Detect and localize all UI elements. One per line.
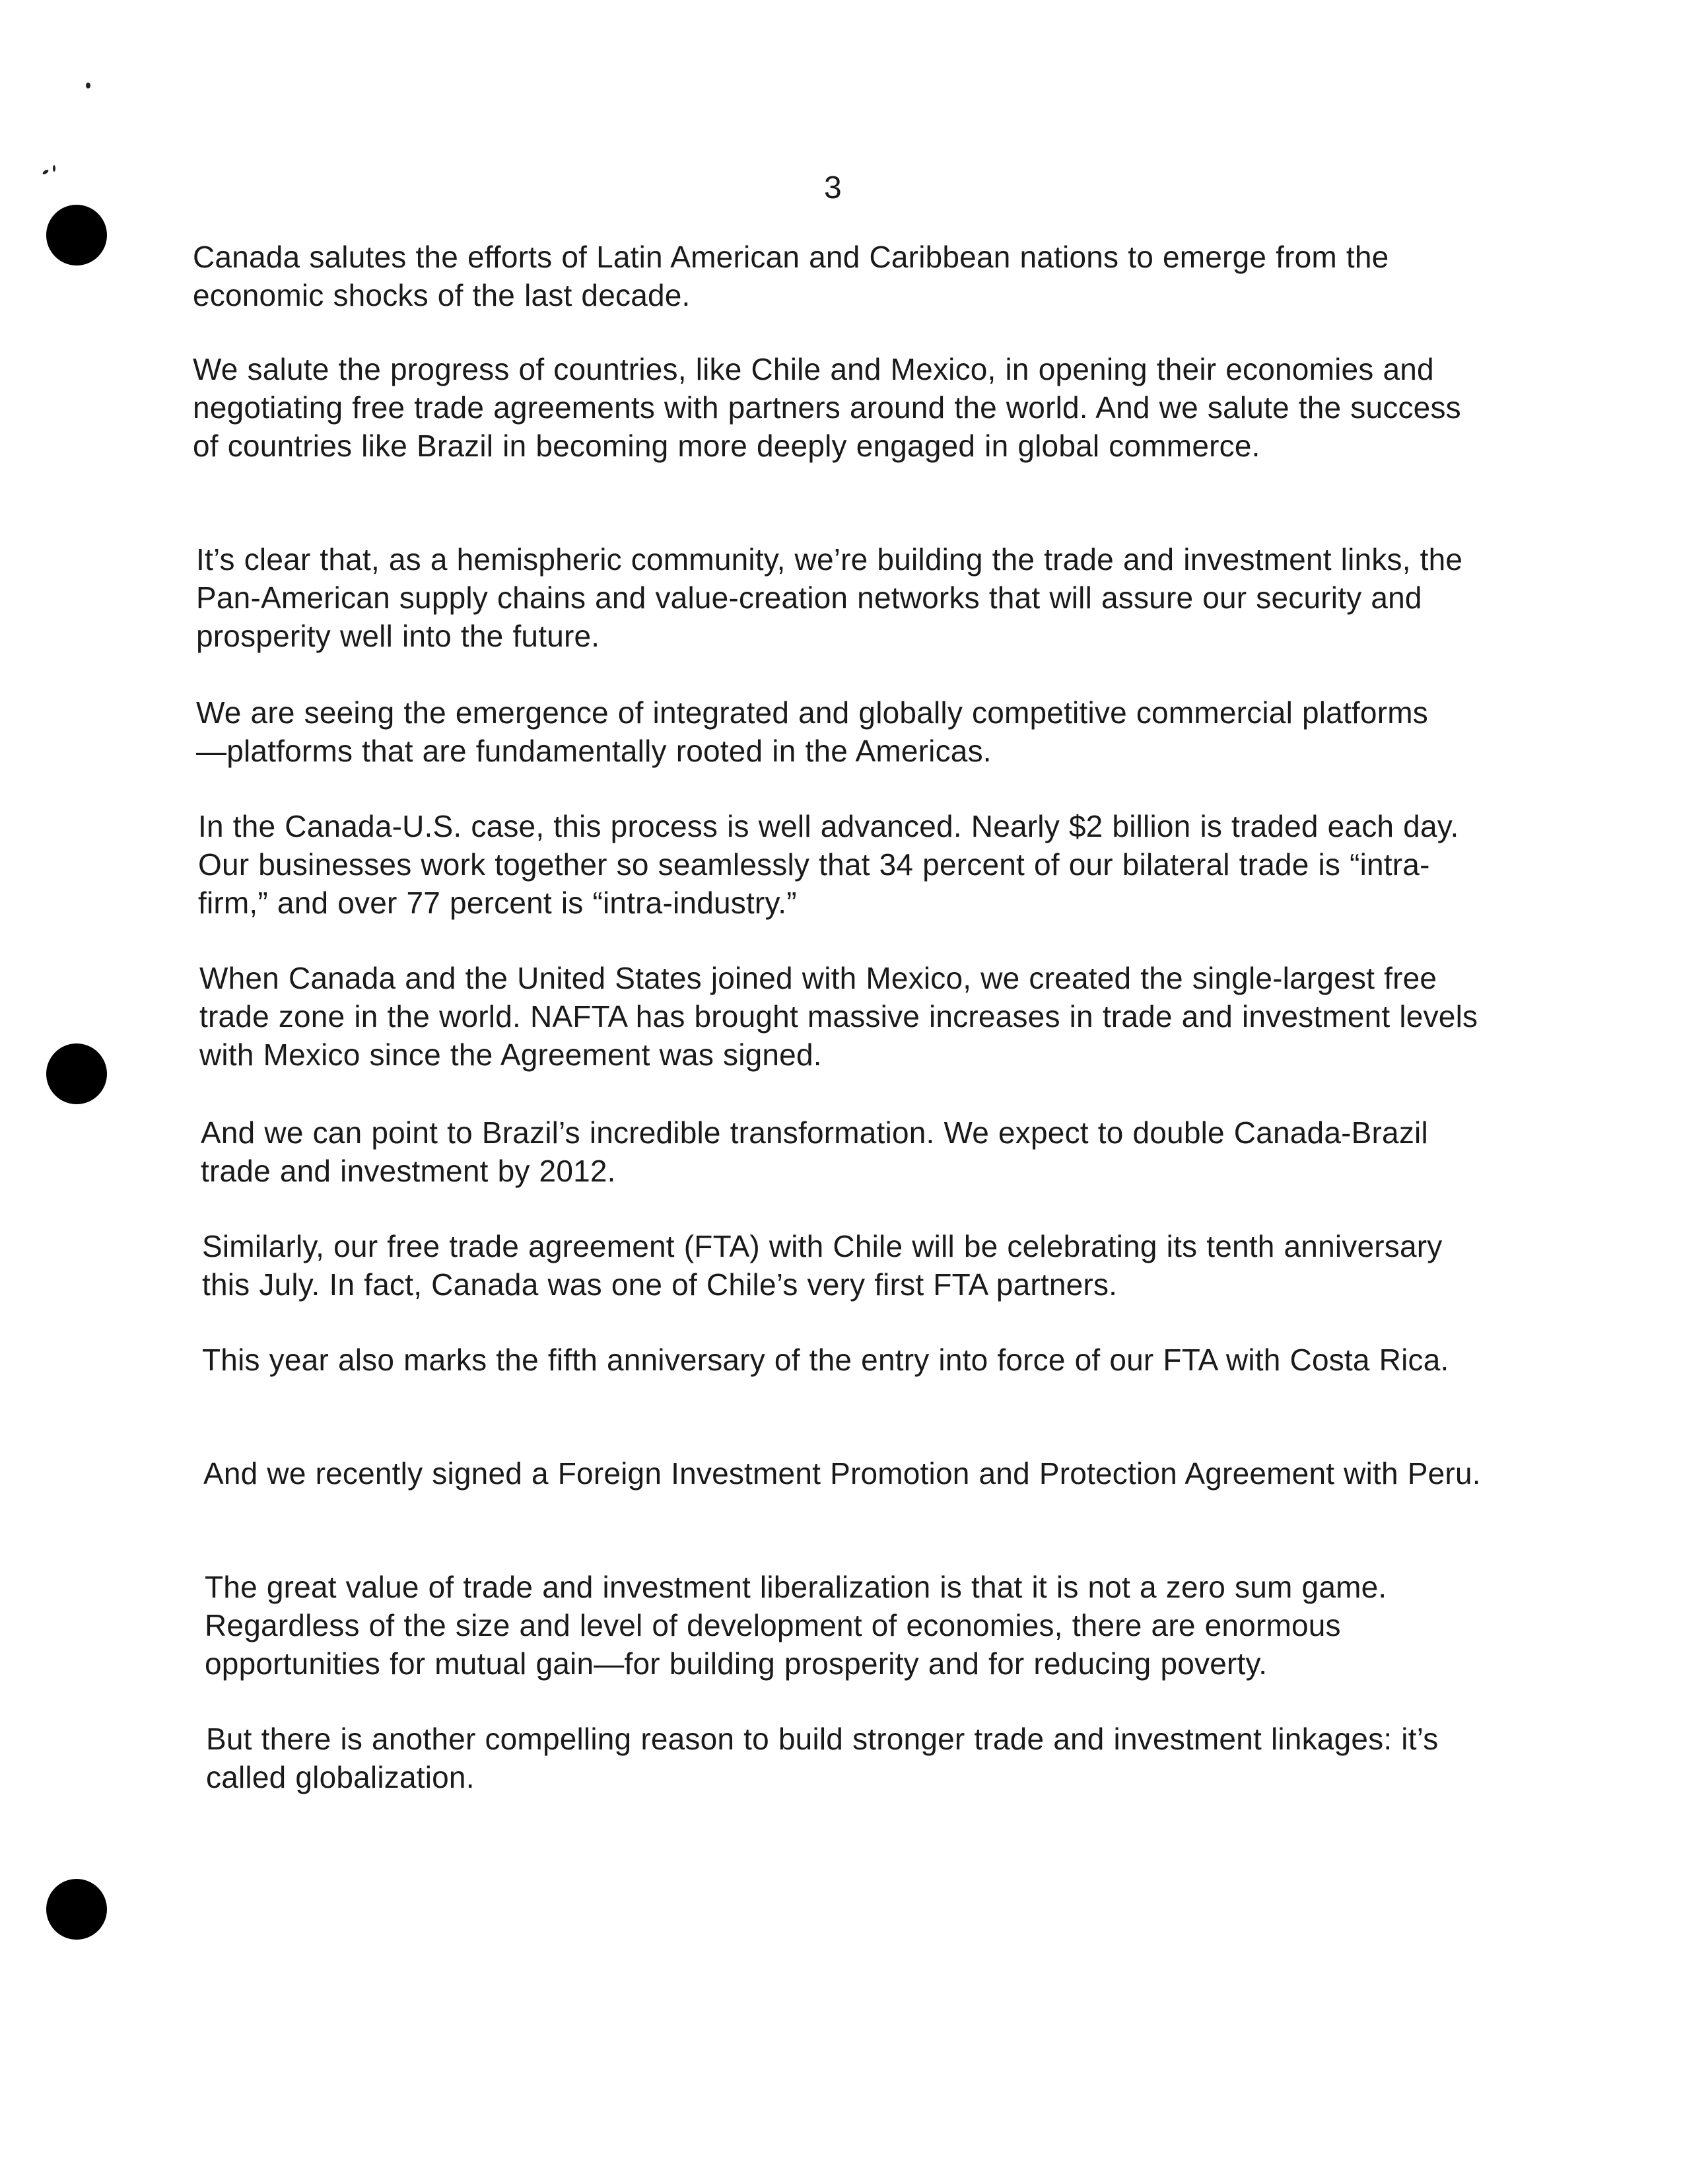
paragraph: Canada salutes the efforts of Latin American and Caribbean nations to emerge from the economic shocks of the last decade. — [193, 240, 1389, 312]
page-number: 3 — [824, 170, 842, 205]
paragraph: And we recently signed a Foreign Investment Promotion and Protection Agreement with Peru. — [203, 1456, 1481, 1491]
paragraph: When Canada and the United States joined with Mexico, we created the single-largest free trade zone in the world. NAFTA has brought massive increases in trade and investment levels with Mexico since the Agreement was signed. — [199, 961, 1478, 1072]
punch-hole-top — [46, 205, 107, 265]
paragraph: It’s clear that, as a hemispheric community, we’re building the trade and investment links, the Pan-American supply chains and value-creation networks that will assure our security and prosperity well into the future. — [196, 542, 1463, 653]
punch-hole-bottom — [46, 1879, 107, 1940]
paragraph: In the Canada-U.S. case, this process is well advanced. Nearly $2 billion is traded each day. Our businesses work together so seamlessly that 34 percent of our bilateral trade is “intra-firm,” and over 77 percent is “intra-industry.” — [198, 809, 1459, 920]
paragraph: Similarly, our free trade agreement (FTA) with Chile will be celebrating its tenth anniversary this July. In fact, Canada was one of Chile’s very first FTA partners. — [202, 1229, 1443, 1302]
paragraph: We are seeing the emergence of integrated and globally competitive commercial platforms—platforms that are fundamentally rooted in the Americas. — [196, 695, 1428, 768]
paragraph: But there is another compelling reason to build stronger trade and investment linkages: it’s called globalization. — [206, 1722, 1439, 1794]
punch-hole-middle — [46, 1043, 107, 1104]
paragraph: And we can point to Brazil’s incredible transformation. We expect to double Canada-Brazil trade and investment by 2012. — [201, 1115, 1428, 1188]
paragraph: This year also marks the fifth anniversary of the entry into force of our FTA with Costa Rica. — [202, 1343, 1449, 1377]
scan-speck — [53, 165, 55, 172]
paragraph: The great value of trade and investment liberalization is that it is not a zero sum game. Regardless of the size and level of development of economies, there are enormous opportunities for mutual gain—for building prosperity and for reducing poverty. — [205, 1570, 1387, 1681]
scan-speck — [86, 83, 90, 88]
paragraph: We salute the progress of countries, like Chile and Mexico, in opening their economies and negotiating free trade agreements with partners around the world. And we salute the success of countries like Brazil in becoming more deeply engaged in global commerce. — [193, 352, 1461, 463]
scan-speck — [42, 169, 49, 176]
